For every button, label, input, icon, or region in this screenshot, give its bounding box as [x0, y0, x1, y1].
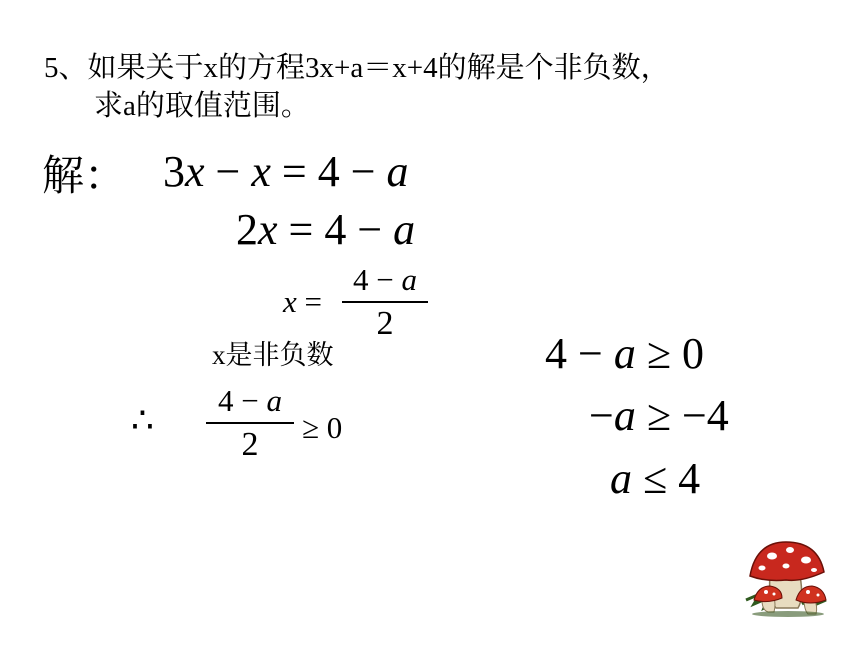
step-1-var: a	[613, 329, 636, 378]
step-1	[545, 329, 704, 379]
step-2-var: a	[613, 391, 636, 440]
eq3-denominator: 2	[376, 305, 394, 342]
eq1-var-a: a	[386, 147, 409, 196]
eq1-coef: 3	[163, 147, 185, 196]
step-1-post: ≥ 0	[635, 329, 704, 378]
step-3-var: a	[610, 454, 632, 503]
eq2-var-x: x	[258, 205, 278, 254]
eq3-num-var: a	[401, 262, 417, 297]
eq1-var-x2: x	[251, 147, 271, 196]
equation-3-fraction	[342, 262, 428, 342]
eq2-rhs: = 4 −	[277, 205, 394, 254]
step-2	[589, 391, 729, 441]
eq4-fraction-bar	[206, 422, 294, 424]
eq3-numerator	[342, 262, 428, 298]
eq2-coef: 2	[236, 205, 258, 254]
eq4-relation: ≥ 0	[302, 410, 343, 445]
equation-3-lhs	[283, 284, 322, 320]
eq3-equals: =	[296, 284, 322, 319]
equation-4-fraction	[206, 383, 294, 463]
eq2-var-a: a	[393, 205, 416, 254]
step-1-pre: 4 −	[545, 329, 614, 378]
step-3	[610, 454, 700, 504]
equation-1	[163, 147, 409, 197]
eq4-denominator: 2	[241, 426, 259, 463]
problem-line-2: 求a的取值范围。	[94, 90, 310, 122]
step-2-post: ≥ −4	[635, 391, 729, 440]
step-3-post: ≤ 4	[632, 454, 701, 503]
eq4-num-const: 4 −	[218, 383, 267, 418]
step-2-pre: −	[589, 391, 614, 440]
eq4-numerator	[206, 383, 294, 419]
eq3-fraction-bar	[342, 301, 428, 303]
eq3-num-const: 4 −	[353, 262, 402, 297]
mushroom-icon	[742, 538, 834, 618]
equation-2	[236, 205, 415, 255]
eq1-rhs: = 4 −	[270, 147, 387, 196]
eq3-var-x: x	[283, 284, 297, 319]
solution-label: 解：	[42, 154, 127, 200]
eq1-minus: −	[204, 147, 252, 196]
therefore-symbol: ∴	[131, 400, 154, 440]
condition-text: x是非负数	[212, 340, 334, 370]
eq1-var-x1: x	[185, 147, 205, 196]
eq4-num-var: a	[266, 383, 282, 418]
problem-line-1: 5、如果关于x的方程3x+a＝x+4的解是个非负数，	[44, 52, 670, 84]
